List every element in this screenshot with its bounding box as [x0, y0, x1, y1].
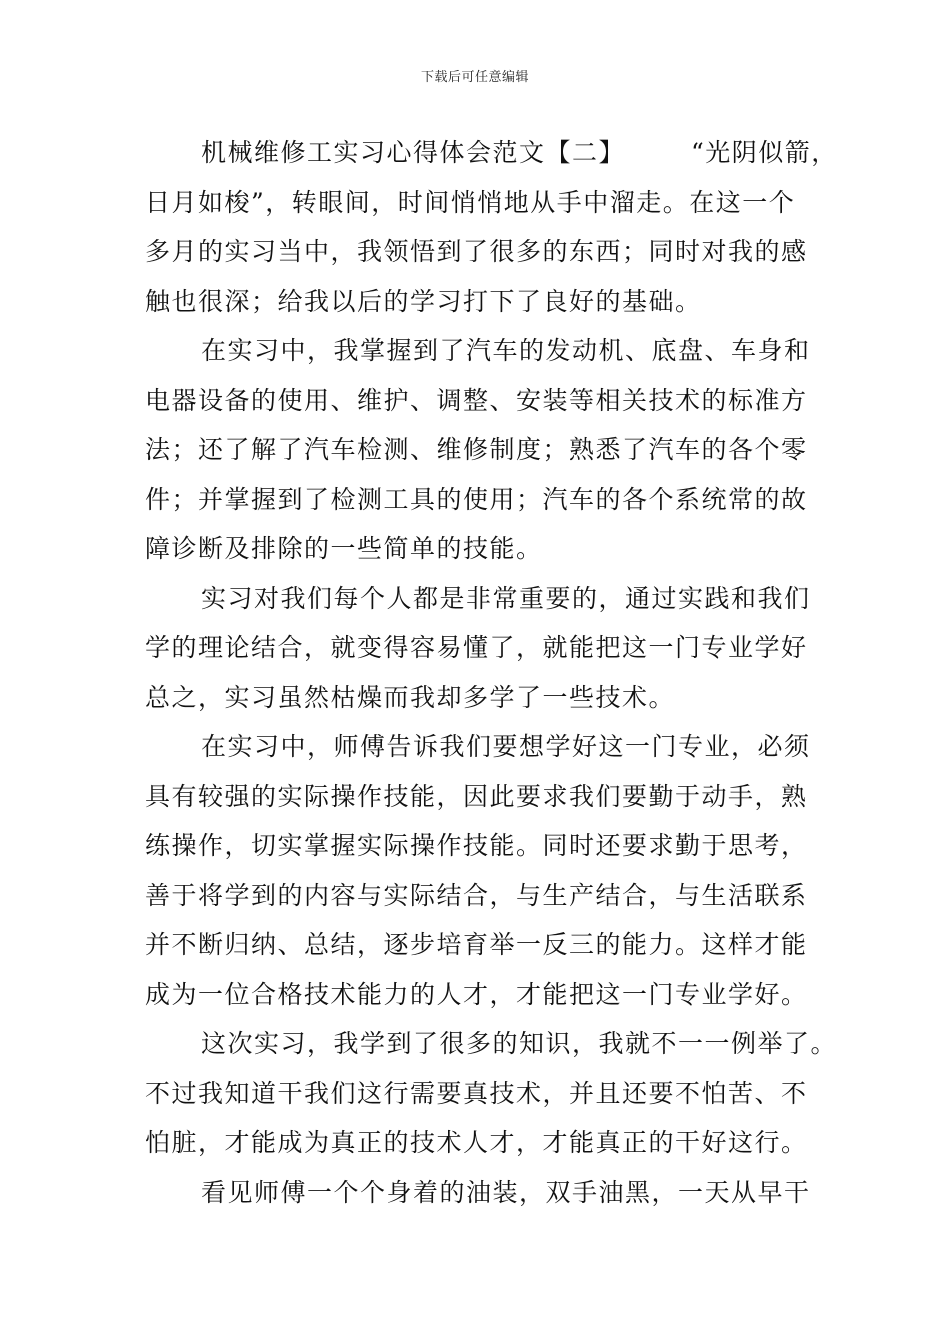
text-line: 善于将学到的内容与实际结合，与生产结合，与生活联系	[145, 880, 808, 910]
text-line: 学的理论结合，就变得容易懂了，就能把这一门专业学好	[145, 633, 808, 662]
text-line: 件；并掌握到了检测工具的使用；汽车的各个系统常的故	[145, 484, 808, 514]
document-body	[145, 128, 838, 1217]
title-line	[145, 128, 838, 178]
text-line: 这次实习，我学到了很多的知识，我就不一一例举了。	[201, 1029, 838, 1058]
text-line: 日月如梭”，转眼间，时间悄悄地从手中溜走。在这一个	[145, 187, 796, 217]
text-line: 障诊断及排除的一些简单的技能。	[145, 534, 543, 563]
text-line: 不过我知道干我们这行需要真技术，并且还要不怕苦、不	[145, 1078, 808, 1108]
text-line: 法；还了解了汽车检测、维修制度；熟悉了汽车的各个零	[145, 435, 808, 464]
text-line: 实习对我们每个人都是非常重要的，通过实践和我们	[201, 583, 811, 613]
text-line: 在实习中，我掌握到了汽车的发动机、底盘、车身和	[201, 336, 811, 365]
header-note: 下载后可任意编辑	[420, 70, 529, 85]
text-line: 在实习中，师傅告诉我们要想学好这一门专业，必须	[201, 732, 811, 761]
text-line: 多月的实习当中，我领悟到了很多的东西；同时对我的感	[145, 237, 808, 266]
text-line: 并不断归纳、总结，逐步培育举一反三的能力。这样才能	[145, 930, 808, 959]
text-line: 电器设备的使用、维护、调整、安装等相关技术的标准方	[145, 385, 808, 415]
text-line: 看见师傅一个个身着的油装，双手油黑，一天从早干	[201, 1177, 811, 1207]
text-line: 怕脏，才能成为真正的技术人才，才能真正的干好这行。	[145, 1128, 808, 1157]
document-title: 机械维修工实习心得体会范文【二】	[201, 138, 626, 167]
text-line: 触也很深；给我以后的学习打下了良好的基础。	[145, 286, 702, 316]
text-line: 练操作，切实掌握实际操作技能。同时还要求勤于思考，	[145, 831, 808, 860]
text-line: 总之，实习虽然枯燥而我却多学了一些技术。	[145, 682, 676, 712]
text-line: 成为一位合格技术能力的人才，才能把这一门专业学好。	[145, 979, 808, 1009]
text-line: “光阴似箭，	[691, 138, 838, 167]
text-line: 具有较强的实际操作技能，因此要求我们要勤于动手，熟	[145, 781, 808, 811]
